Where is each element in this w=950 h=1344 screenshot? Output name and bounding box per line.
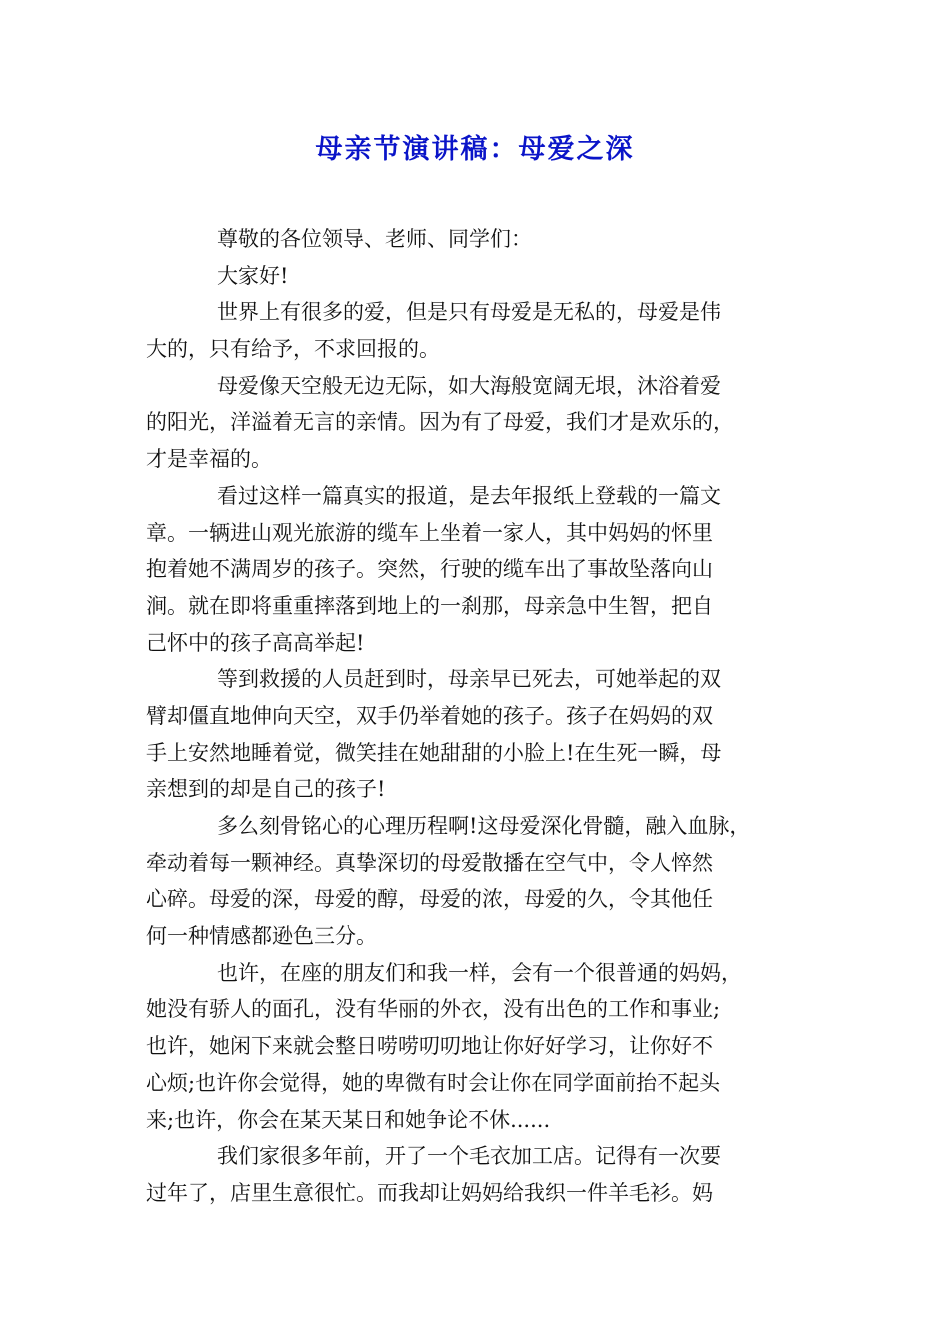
text-line: 尊敬的各位领导、老师、同学们：: [217, 227, 532, 251]
text-line: 母爱像天空般无边无际，如大海般宽阔无垠，沐浴着爱: [217, 373, 721, 398]
text-line: 臂却僵直地伸向天空，双手仍举着她的孩子。孩子在妈妈的双: [146, 703, 713, 728]
text-line: 牵动着每一颗神经。真挚深切的母爱散播在空气中，令人悴然: [146, 850, 713, 875]
text-line: 手上安然地睡着觉，微笑挂在她甜甜的小脸上!在生死一瞬，母: [146, 740, 722, 765]
text-line: 大的，只有给予，不求回报的。: [146, 337, 440, 362]
paragraph-salutation: [146, 221, 810, 258]
text-line: 心碎。母爱的深，母爱的醇，母爱的浓，母爱的久，令其他任: [146, 887, 713, 912]
text-line: 来;也许，你会在某天某日和她争论不休......: [146, 1107, 551, 1132]
paragraph-greeting: [146, 258, 810, 295]
text-line: 她没有骄人的面孔，没有华丽的外衣，没有出色的工作和事业;: [146, 997, 721, 1022]
document-title: 母亲节演讲稿：母爱之深: [315, 134, 635, 165]
text-line: 亲想到的却是自己的孩子!: [146, 777, 386, 802]
paragraph: [146, 955, 810, 1138]
paragraph: [146, 1138, 810, 1211]
text-line: 的阳光，洋溢着无言的亲情。因为有了母爱，我们才是欢乐的，: [146, 410, 734, 435]
text-line: 过年了，店里生意很忙。而我却让妈妈给我织一件羊毛衫。妈: [146, 1180, 713, 1205]
text-line: 世界上有很多的爱，但是只有母爱是无私的，母爱是伟: [217, 300, 721, 325]
text-line: 也许，在座的朋友们和我一样，会有一个很普通的妈妈，: [217, 960, 742, 985]
text-line: 我们家很多年前，开了一个毛衣加工店。记得有一次要: [217, 1144, 721, 1169]
paragraph: [146, 661, 810, 808]
text-line: 何一种情感都逊色三分。: [146, 924, 377, 949]
text-line: 己怀中的孩子高高举起!: [146, 630, 365, 655]
paragraph: [146, 368, 810, 478]
text-line: 等到救援的人员赶到时，母亲早已死去，可她举起的双: [217, 667, 721, 692]
text-line: 抱着她不满周岁的孩子。突然，行驶的缆车出了事故坠落向山: [146, 557, 713, 582]
text-line: 涧。就在即将重重摔落到地上的一刹那，母亲急中生智，把自: [146, 593, 713, 618]
paragraph: [146, 478, 810, 661]
paragraph: [146, 294, 810, 367]
text-line: 多么刻骨铭心的心理历程啊!这母爱深化骨髓，融入血脉，: [217, 814, 751, 838]
document-body: [146, 221, 810, 1212]
text-line: 才是幸福的。: [146, 447, 272, 472]
paragraph: [146, 808, 810, 955]
text-line: 看过这样一篇真实的报道，是去年报纸上登载的一篇文: [217, 483, 721, 508]
text-line: 心烦;也许你会觉得，她的卑微有时会让你在同学面前抬不起头: [146, 1070, 721, 1095]
text-line: 大家好!: [217, 263, 289, 288]
text-line: 也许，她闲下来就会整日唠唠叨叨地让你好好学习，让你好不: [146, 1034, 713, 1059]
text-line: 章。一辆进山观光旅游的缆车上坐着一家人，其中妈妈的怀里: [146, 520, 713, 545]
